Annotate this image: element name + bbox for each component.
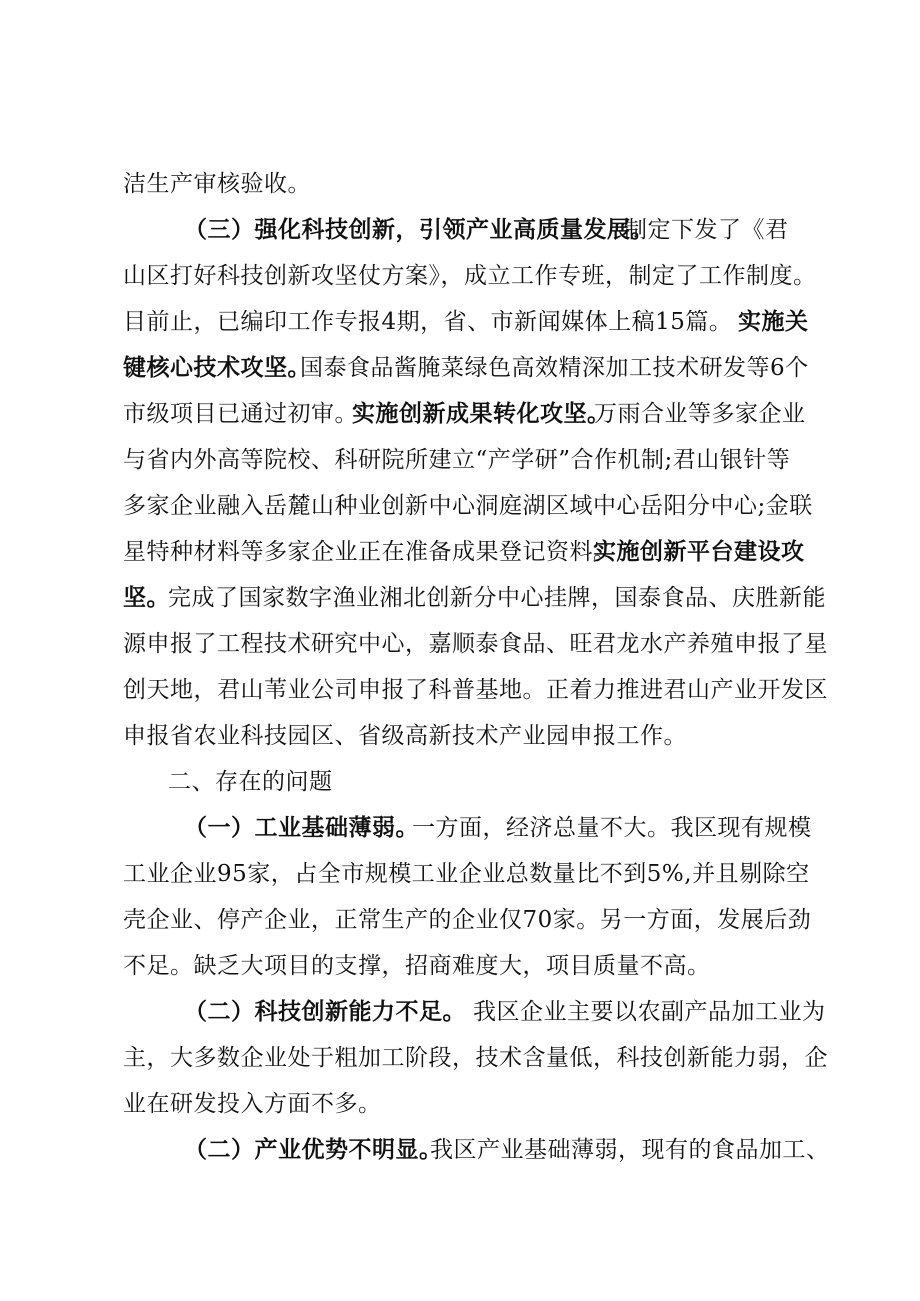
text-run: 业在研发投入方面不多。	[123, 1091, 382, 1117]
text-run: 一方面，经济总量不大。我区现有规模	[412, 815, 812, 841]
text-line	[0, 626, 920, 662]
text-run: 壳企业、停产企业，正常生产的企业仅70家。另一方面，发展后劲	[123, 907, 812, 933]
text-line	[0, 304, 920, 340]
text-line	[0, 534, 920, 570]
text-run: 完成了国家数字渔业湘北创新分中心挂牌，国泰食品、庆胜新能	[168, 585, 826, 611]
text-run: 洁生产审核验收。	[123, 171, 311, 197]
text-run: 市级项目已通过初审。	[123, 401, 358, 427]
text-run: 源申报了工程技术研究中心，嘉顺泰食品、旺君龙水产养殖申报了星	[123, 631, 828, 657]
bold-subheading: 实施关	[738, 308, 809, 335]
text-run: 我区企业主要以农副产品加工业为	[473, 999, 826, 1025]
subsection-1-line	[0, 810, 920, 846]
section-3-heading-line	[0, 212, 920, 248]
text-run: 国泰食品酱腌菜绿色高效精深加工技术研发等6个	[300, 355, 809, 381]
text-run: 多家企业融入岳麓山种业创新中心洞庭湖区域中心岳阳分中心;金联	[123, 493, 813, 519]
text-line	[0, 258, 920, 294]
text-line	[0, 672, 920, 708]
text-run: 山区打好科技创新攻坚仗方案》，成立工作专班，制定了工作制度。	[123, 263, 817, 289]
text-line	[0, 442, 920, 478]
text-run: 星特种材料等多家企业正在准备成果登记资料。	[123, 539, 617, 565]
text-line	[0, 1040, 920, 1076]
subsection-1-heading: （一）工业基础薄弱。	[184, 814, 419, 841]
text-run: 工业企业95家，占全市规模工业企业总数量比不到5%,并且剔除空	[123, 861, 810, 887]
text-run: 与省内外高等院校、科研院所建立“产学研”合作机制;君山银针等	[123, 447, 791, 473]
text-run: 申报省农业科技园区、省级高新技术产业园申报工作。	[123, 723, 687, 749]
bold-subheading: 实施创新成果转化攻坚。	[352, 400, 611, 427]
text-line	[0, 580, 920, 616]
text-line	[0, 396, 920, 432]
section-2-heading: 二、存在的问题	[168, 769, 333, 795]
subsection-3-heading: （二）产业优势不明显。	[184, 1136, 443, 1163]
text-line	[0, 350, 920, 386]
text-run: 制定下发了《君	[624, 217, 789, 243]
bold-subheading: 坚。	[123, 584, 170, 611]
section-2-heading-line	[0, 764, 920, 800]
text-run: 目前止，已编印工作专报4期，省、市新闻媒体上稿15篇。	[123, 309, 733, 335]
bold-subheading: 键核心技术攻坚。	[123, 354, 311, 381]
text-line	[0, 488, 920, 524]
text-run: 主，大多数企业处于粗加工阶段，技术含量低，科技创新能力弱，企	[123, 1045, 828, 1071]
subsection-3-line	[0, 1132, 920, 1168]
text-line	[0, 902, 920, 938]
text-line	[0, 1086, 920, 1122]
text-line	[0, 948, 920, 984]
text-line	[0, 166, 920, 202]
subsection-2-line	[0, 994, 920, 1030]
text-line	[0, 856, 920, 892]
text-run: 万雨合业等多家企业	[594, 401, 806, 427]
section-3-heading: （三）强化科技创新，引领产业高质量发展。	[184, 216, 654, 243]
subsection-2-heading: （二）科技创新能力不足。	[184, 998, 466, 1025]
text-run: 创天地，君山苇业公司申报了科普基地。正着力推进君山产业开发区	[123, 677, 828, 703]
text-run: 不足。缺乏大项目的支撑，招商难度大，项目质量不高。	[123, 953, 711, 979]
bold-subheading: 实施创新平台建设攻	[593, 538, 805, 565]
text-line	[0, 718, 920, 754]
text-run: 我区产业基础薄弱，现有的食品加工、	[430, 1137, 830, 1163]
